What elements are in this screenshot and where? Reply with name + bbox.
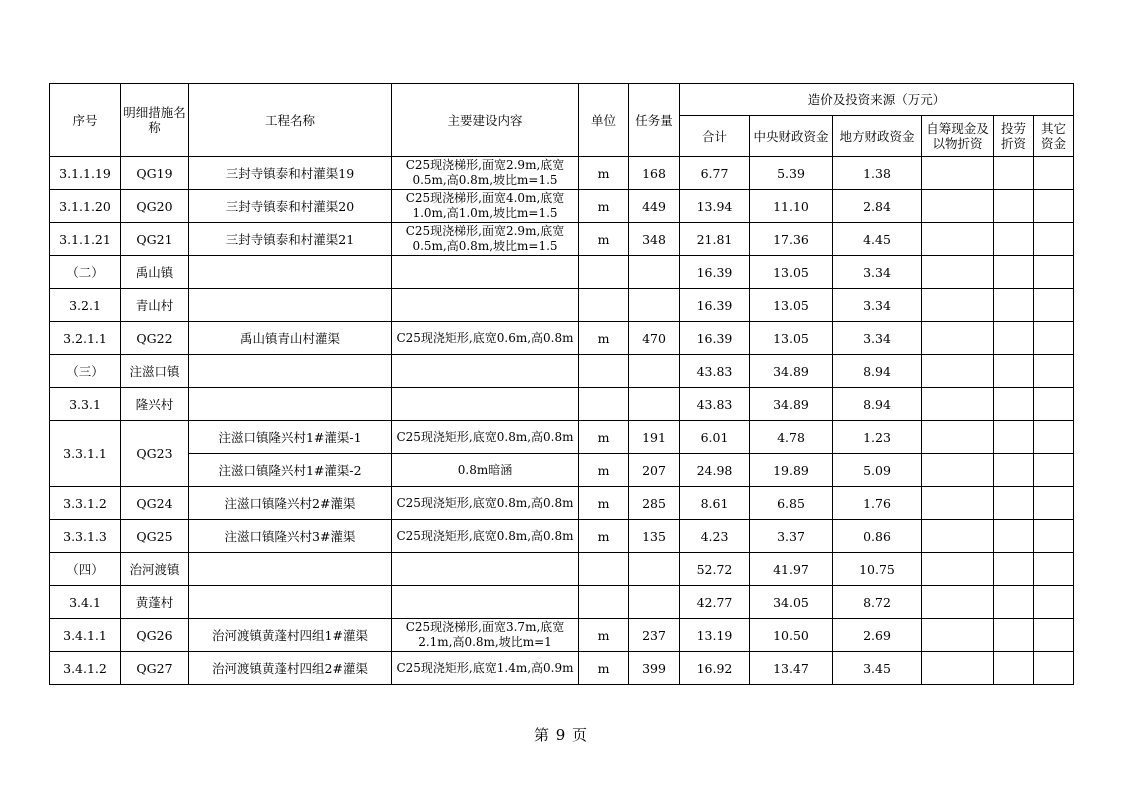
cell-name: 注滋口镇隆兴村3#灌渠 [189,520,392,553]
cell-content: C25现浇矩形,底宽0.8m,高0.8m [392,421,579,454]
cell-code: 治河渡镇 [121,553,189,586]
cell-self [922,553,994,586]
cell-total: 52.72 [680,553,750,586]
cell-central: 13.47 [750,652,833,685]
cell-total: 16.39 [680,289,750,322]
cell-local: 8.72 [833,586,922,619]
table-row [50,652,1074,685]
cell-name [189,553,392,586]
cell-local: 1.38 [833,157,922,190]
cell-qty [629,553,680,586]
cell-content: C25现浇矩形,底宽0.6m,高0.8m [392,322,579,355]
cell-labor [994,322,1034,355]
cell-self [922,157,994,190]
cell-unit: m [579,520,629,553]
table-row [50,454,1074,487]
cell-labor [994,223,1034,256]
cell-labor [994,553,1034,586]
cell-seq: 3.2.1 [50,289,121,322]
header-unit: 单位 [579,84,629,157]
cell-seq: 3.3.1.2 [50,487,121,520]
cell-total: 6.77 [680,157,750,190]
cell-other [1034,256,1074,289]
cell-self [922,421,994,454]
cell-other [1034,190,1074,223]
cell-seq: （二） [50,256,121,289]
cell-self [922,388,994,421]
table-row [50,388,1074,421]
cell-total: 42.77 [680,586,750,619]
cell-other [1034,421,1074,454]
cell-unit: m [579,421,629,454]
cell-self [922,652,994,685]
cell-name: 治河渡镇黄蓬村四组1#灌渠 [189,619,392,652]
cell-local: 2.69 [833,619,922,652]
cell-qty: 285 [629,487,680,520]
table-row [50,619,1074,652]
cell-qty: 135 [629,520,680,553]
cell-seq: 3.3.1.1 [50,421,121,487]
cell-local: 1.76 [833,487,922,520]
cell-self [922,289,994,322]
cell-code: QG22 [121,322,189,355]
cell-qty: 207 [629,454,680,487]
cell-central: 34.05 [750,586,833,619]
cell-unit: m [579,223,629,256]
cell-other [1034,454,1074,487]
cell-seq: 3.1.1.20 [50,190,121,223]
cell-name: 治河渡镇黄蓬村四组2#灌渠 [189,652,392,685]
table-row [50,223,1074,256]
cell-self [922,487,994,520]
cell-central: 10.50 [750,619,833,652]
header-content: 主要建设内容 [392,84,579,157]
cell-local: 3.34 [833,322,922,355]
cell-self [922,586,994,619]
cell-total: 21.81 [680,223,750,256]
cell-total: 4.23 [680,520,750,553]
cell-content: 0.8m暗涵 [392,454,579,487]
cell-qty [629,289,680,322]
cell-code: QG20 [121,190,189,223]
cell-local: 8.94 [833,355,922,388]
cell-local: 3.34 [833,289,922,322]
cell-qty [629,256,680,289]
cell-code: 青山村 [121,289,189,322]
cell-self [922,520,994,553]
header-other: 其它资金 [1034,116,1074,157]
table-row [50,520,1074,553]
table-row [50,421,1074,454]
cell-local: 5.09 [833,454,922,487]
cell-code: QG19 [121,157,189,190]
cell-other [1034,520,1074,553]
cell-name: 三封寺镇泰和村灌渠20 [189,190,392,223]
cell-labor [994,256,1034,289]
cell-total: 8.61 [680,487,750,520]
cell-self [922,256,994,289]
cell-content: C25现浇梯形,面宽2.9m,底宽0.5m,高0.8m,坡比m=1.5 [392,157,579,190]
cell-central: 41.97 [750,553,833,586]
cell-total: 6.01 [680,421,750,454]
cell-local: 3.34 [833,256,922,289]
cell-unit: m [579,322,629,355]
cell-other [1034,355,1074,388]
cell-central: 4.78 [750,421,833,454]
cell-qty: 348 [629,223,680,256]
cell-central: 5.39 [750,157,833,190]
cell-other [1034,619,1074,652]
cell-central: 34.89 [750,388,833,421]
cell-self [922,190,994,223]
cell-other [1034,157,1074,190]
cell-code: QG21 [121,223,189,256]
cell-labor [994,454,1034,487]
cell-other [1034,289,1074,322]
cell-name: 三封寺镇泰和村灌渠21 [189,223,392,256]
cell-content: C25现浇矩形,底宽0.8m,高0.8m [392,487,579,520]
cell-labor [994,652,1034,685]
cell-code: QG23 [121,421,189,487]
cell-self [922,619,994,652]
table-row [50,190,1074,223]
cell-other [1034,388,1074,421]
cell-seq: 3.3.1.3 [50,520,121,553]
cell-unit: m [579,190,629,223]
cell-seq: （三） [50,355,121,388]
cell-self [922,223,994,256]
cell-labor [994,586,1034,619]
cell-code: QG27 [121,652,189,685]
cell-content [392,256,579,289]
cell-labor [994,388,1034,421]
cell-total: 13.19 [680,619,750,652]
table-row [50,322,1074,355]
cell-total: 16.39 [680,256,750,289]
cell-unit: m [579,157,629,190]
page-number: 第 9 页 [533,726,589,744]
cell-central: 13.05 [750,289,833,322]
cell-qty [629,388,680,421]
cell-total: 43.83 [680,355,750,388]
header-self: 自筹现金及以物折资 [922,116,994,157]
cell-total: 13.94 [680,190,750,223]
cell-content [392,355,579,388]
cell-total: 16.92 [680,652,750,685]
table-row [50,289,1074,322]
cell-labor [994,157,1034,190]
cell-content: C25现浇梯形,面宽4.0m,底宽1.0m,高1.0m,坡比m=1.5 [392,190,579,223]
cell-unit: m [579,454,629,487]
cell-seq: （四） [50,553,121,586]
table-row [50,553,1074,586]
cell-code: 禹山镇 [121,256,189,289]
cell-local: 1.23 [833,421,922,454]
cell-central: 19.89 [750,454,833,487]
cell-other [1034,553,1074,586]
cell-content: C25现浇梯形,面宽3.7m,底宽2.1m,高0.8m,坡比m=1 [392,619,579,652]
cell-other [1034,322,1074,355]
cell-code: 黄蓬村 [121,586,189,619]
cell-name [189,586,392,619]
cell-central: 11.10 [750,190,833,223]
cell-labor [994,355,1034,388]
cell-unit [579,586,629,619]
cell-other [1034,586,1074,619]
table-row [50,355,1074,388]
cell-qty [629,355,680,388]
header-project: 工程名称 [189,84,392,157]
cell-name [189,289,392,322]
cell-unit [579,355,629,388]
table-row [50,487,1074,520]
cell-self [922,454,994,487]
cell-code: QG26 [121,619,189,652]
cell-seq: 3.3.1 [50,388,121,421]
cell-content [392,553,579,586]
cell-central: 6.85 [750,487,833,520]
cell-local: 2.84 [833,190,922,223]
cell-name: 注滋口镇隆兴村1#灌渠-1 [189,421,392,454]
header-qty: 任务量 [629,84,680,157]
header-labor: 投劳折资 [994,116,1034,157]
cell-seq: 3.4.1 [50,586,121,619]
cell-labor [994,619,1034,652]
cell-other [1034,652,1074,685]
cell-unit [579,553,629,586]
cell-code: 注滋口镇 [121,355,189,388]
cell-total: 16.39 [680,322,750,355]
cell-total: 24.98 [680,454,750,487]
cell-labor [994,190,1034,223]
cell-labor [994,520,1034,553]
cell-name: 注滋口镇隆兴村2#灌渠 [189,487,392,520]
cell-other [1034,487,1074,520]
header-seq: 序号 [50,84,121,157]
cell-unit [579,256,629,289]
cell-qty: 191 [629,421,680,454]
cell-other [1034,223,1074,256]
cell-unit [579,289,629,322]
header-measure: 明细措施名称 [121,84,189,157]
cell-name: 三封寺镇泰和村灌渠19 [189,157,392,190]
cell-local: 8.94 [833,388,922,421]
cell-unit: m [579,652,629,685]
cell-central: 13.05 [750,322,833,355]
header-local: 地方财政资金 [833,116,922,157]
cell-self [922,322,994,355]
cell-seq: 3.4.1.1 [50,619,121,652]
cell-content [392,586,579,619]
cell-content [392,388,579,421]
investment-table [49,83,1074,685]
cell-unit: m [579,619,629,652]
cell-central: 13.05 [750,256,833,289]
cell-name: 禹山镇青山村灌渠 [189,322,392,355]
cell-name [189,355,392,388]
cell-local: 0.86 [833,520,922,553]
cell-total: 43.83 [680,388,750,421]
cell-seq: 3.1.1.19 [50,157,121,190]
cell-name: 注滋口镇隆兴村1#灌渠-2 [189,454,392,487]
header-cost-group: 造价及投资来源（万元） [680,84,1074,116]
cell-name [189,256,392,289]
table-row [50,256,1074,289]
cell-content: C25现浇梯形,面宽2.9m,底宽0.5m,高0.8m,坡比m=1.5 [392,223,579,256]
cell-code: 隆兴村 [121,388,189,421]
cell-code: QG24 [121,487,189,520]
table-row [50,157,1074,190]
cell-unit [579,388,629,421]
cell-labor [994,289,1034,322]
cell-local: 3.45 [833,652,922,685]
cell-content: C25现浇矩形,底宽1.4m,高0.9m [392,652,579,685]
cell-qty: 237 [629,619,680,652]
table-row [50,586,1074,619]
cell-central: 3.37 [750,520,833,553]
cell-qty: 399 [629,652,680,685]
cell-qty: 449 [629,190,680,223]
cell-qty: 470 [629,322,680,355]
cell-labor [994,487,1034,520]
cell-seq: 3.2.1.1 [50,322,121,355]
cell-central: 17.36 [750,223,833,256]
cell-content: C25现浇矩形,底宽0.8m,高0.8m [392,520,579,553]
cell-central: 34.89 [750,355,833,388]
cell-name [189,388,392,421]
header-total: 合计 [680,116,750,157]
cell-self [922,355,994,388]
cell-local: 4.45 [833,223,922,256]
cell-labor [994,421,1034,454]
cell-seq: 3.4.1.2 [50,652,121,685]
cell-qty [629,586,680,619]
cell-seq: 3.1.1.21 [50,223,121,256]
cell-local: 10.75 [833,553,922,586]
header-central: 中央财政资金 [750,116,833,157]
cell-qty: 168 [629,157,680,190]
cell-content [392,289,579,322]
cell-unit: m [579,487,629,520]
cell-code: QG25 [121,520,189,553]
